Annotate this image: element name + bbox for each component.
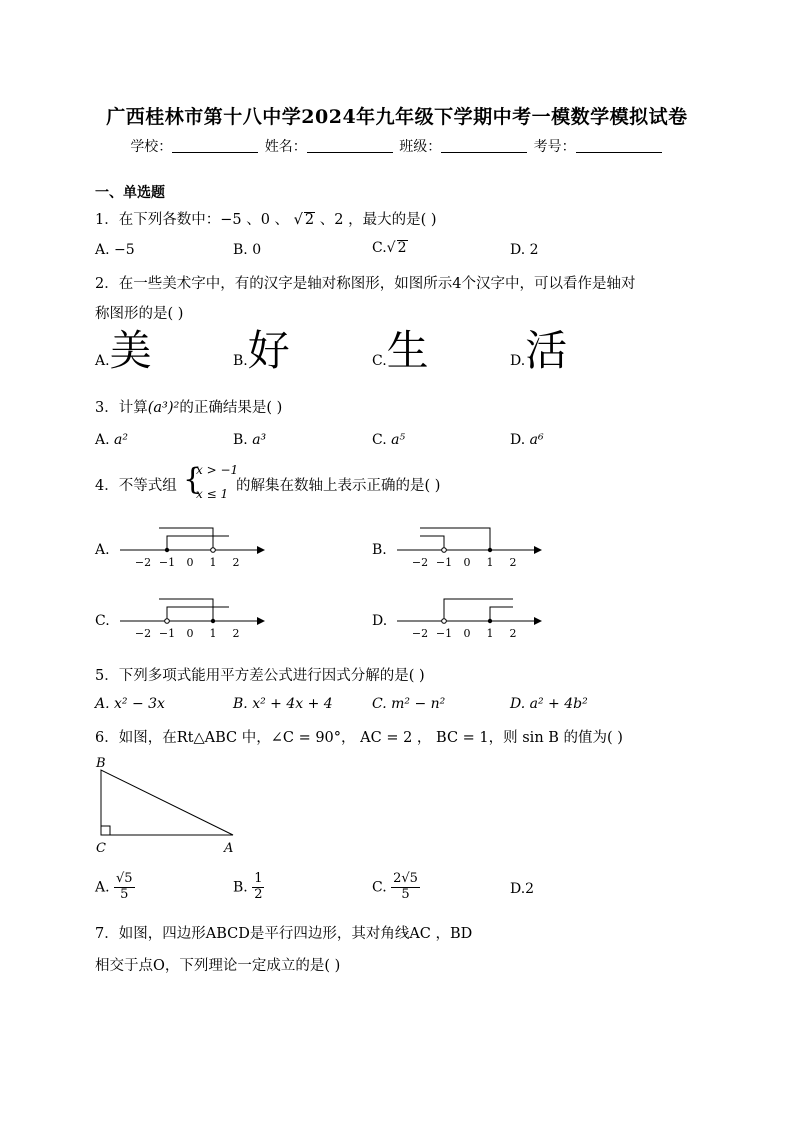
q4-option-c[interactable]: C.: [95, 613, 110, 629]
name-blank[interactable]: [307, 139, 393, 153]
school-blank[interactable]: [172, 139, 258, 153]
sqrt-sign: √: [386, 240, 396, 256]
tick-label: 1: [486, 556, 494, 569]
q3-d-label: D.: [510, 432, 526, 448]
q1-option-c-radicand: 2: [397, 240, 407, 256]
tick-label: 2: [232, 627, 240, 640]
number-line-c: [115, 591, 265, 641]
q6-a-label: A.: [95, 879, 110, 896]
denominator: 5: [120, 886, 129, 902]
q2-option-c[interactable]: [372, 326, 429, 375]
class-label: 班级：: [399, 139, 442, 155]
q3-a-value: a²: [114, 432, 128, 448]
q2-char-mei: 美: [109, 326, 152, 375]
tick-label: 0: [463, 627, 471, 640]
question-1-stem: [95, 208, 437, 229]
q1-text: 1．在下列各数中：−5 、0 、: [95, 212, 290, 228]
school-label: 学校：: [130, 139, 173, 155]
q1-option-c[interactable]: [372, 240, 408, 256]
section-heading: 一、单选题: [95, 185, 165, 201]
q3-option-b[interactable]: [233, 432, 266, 448]
tick-label: −2: [411, 556, 429, 569]
q2-char-hao: 好: [247, 326, 290, 375]
tick-label: −1: [435, 556, 453, 569]
numerator: 2√5: [393, 871, 418, 886]
q3-option-c[interactable]: [372, 432, 405, 448]
tick-label: 2: [232, 556, 240, 569]
number-label: 考号：: [533, 139, 576, 155]
q6-c-label: C.: [372, 879, 387, 896]
tick-label: 2: [509, 556, 517, 569]
q1-option-c-label: C.: [372, 240, 387, 256]
q3-c-label: C.: [372, 432, 387, 448]
q2-option-c-label: C.: [372, 353, 387, 369]
q5-option-a[interactable]: A. x² − 3x: [95, 696, 165, 712]
exam-title: 广西桂林市第十八中学2024年九年级下学期中考一模数学模拟试卷: [106, 106, 688, 128]
tick-label: −2: [134, 627, 152, 640]
q2-option-d[interactable]: [510, 326, 568, 375]
q1-option-d[interactable]: D. 2: [510, 242, 539, 258]
tick-label: −2: [411, 627, 429, 640]
number-blank[interactable]: [576, 139, 662, 153]
fraction: [391, 872, 420, 903]
q2-option-a-label: A.: [95, 353, 110, 369]
q1-option-a[interactable]: A. −5: [95, 242, 135, 258]
tick-label: 2: [509, 627, 517, 640]
q3-b-value: a³: [252, 432, 267, 448]
question-3-stem: [95, 396, 282, 417]
q3-c-value: a⁵: [391, 432, 406, 448]
student-info-line: [0, 136, 794, 156]
q4-option-d[interactable]: D.: [372, 613, 388, 629]
tick-label: 0: [186, 556, 194, 569]
brace: {: [183, 462, 203, 497]
denominator: 2: [254, 886, 263, 902]
tick-label: 1: [486, 627, 494, 640]
fraction: [252, 872, 264, 903]
fraction: [114, 872, 135, 903]
tick-label: −2: [134, 556, 152, 569]
q6-option-b[interactable]: [233, 872, 264, 903]
numerator: 1: [254, 871, 263, 886]
vertex-a-label: A: [224, 841, 234, 856]
q2-option-b[interactable]: [233, 326, 290, 375]
tick-label: 1: [209, 627, 217, 640]
denominator: 5: [401, 886, 410, 902]
name-label: 姓名：: [264, 139, 307, 155]
q5-option-d[interactable]: D. a² + 4b²: [510, 696, 588, 712]
q2-char-huo: 活: [525, 326, 568, 375]
tick-label: 1: [209, 556, 217, 569]
q6-option-d[interactable]: D.2: [510, 881, 535, 897]
question-7-line2: 相交于点O，下列理论一定成立的是( ): [95, 958, 341, 974]
tick-label: −1: [435, 627, 453, 640]
q3-expression: (a³)²: [147, 400, 180, 416]
q2-char-sheng: 生: [386, 326, 429, 375]
question-2-line1: 2．在一些美术字中，有的汉字是轴对称图形，如图所示4个汉字中，可以看作是轴对: [95, 276, 636, 292]
q3-text-end: 的正确结果是( ): [179, 400, 283, 416]
sqrt-radicand: 2: [304, 212, 315, 228]
q3-option-a[interactable]: [95, 432, 128, 448]
question-4-stem1: 4．不等式组: [95, 478, 177, 494]
class-blank[interactable]: [441, 139, 527, 153]
vertex-b-label: B: [96, 756, 106, 771]
sqrt-sign: √: [293, 212, 303, 228]
q4-option-b[interactable]: B.: [372, 542, 387, 558]
q5-option-c[interactable]: C. m² − n²: [372, 696, 446, 712]
q1-option-b[interactable]: B. 0: [233, 242, 262, 258]
question-2-line2: 称图形的是( ): [95, 306, 184, 322]
tick-label: −1: [158, 627, 176, 640]
q2-option-d-label: D.: [510, 353, 526, 369]
q3-d-value: a⁶: [529, 432, 544, 448]
q4-inequality-2: x ≤ 1: [196, 487, 229, 501]
q5-option-b[interactable]: B. x² + 4x + 4: [233, 696, 333, 712]
q6-option-a[interactable]: [95, 872, 135, 903]
question-5-stem: 5．下列多项式能用平方差公式进行因式分解的是( ): [95, 668, 425, 684]
tick-label: 0: [186, 627, 194, 640]
question-4-stem2: 的解集在数轴上表示正确的是( ): [236, 478, 441, 494]
numerator: √5: [116, 871, 133, 886]
triangle-figure: [90, 752, 250, 857]
q6-option-c[interactable]: [372, 872, 420, 903]
q3-text: 3．计算: [95, 400, 148, 416]
q3-a-label: A.: [95, 432, 110, 448]
q3-b-label: B.: [233, 432, 248, 448]
tick-label: −1: [158, 556, 176, 569]
q2-option-a[interactable]: [95, 326, 152, 375]
number-line-a: [115, 520, 265, 570]
vertex-c-label: C: [96, 841, 106, 856]
q1-text-end: 、2 ，最大的是( ): [319, 212, 437, 228]
q4-option-a[interactable]: A.: [95, 542, 110, 558]
question-6-stem: 6．如图，在Rt△ABC 中，∠C = 90°， AC = 2 ， BC = 1，则 sin B 的值为( ): [95, 730, 623, 746]
q2-option-b-label: B.: [233, 353, 248, 369]
number-line-b: [392, 520, 542, 570]
q4-inequality-1: x > −1: [196, 463, 239, 477]
q6-b-label: B.: [233, 879, 248, 896]
q3-option-d[interactable]: [510, 432, 544, 448]
question-7-line1: 7．如图，四边形ABCD是平行四边形，其对角线AC ，BD: [95, 926, 473, 942]
tick-label: 0: [463, 556, 471, 569]
number-line-d: [392, 591, 542, 641]
